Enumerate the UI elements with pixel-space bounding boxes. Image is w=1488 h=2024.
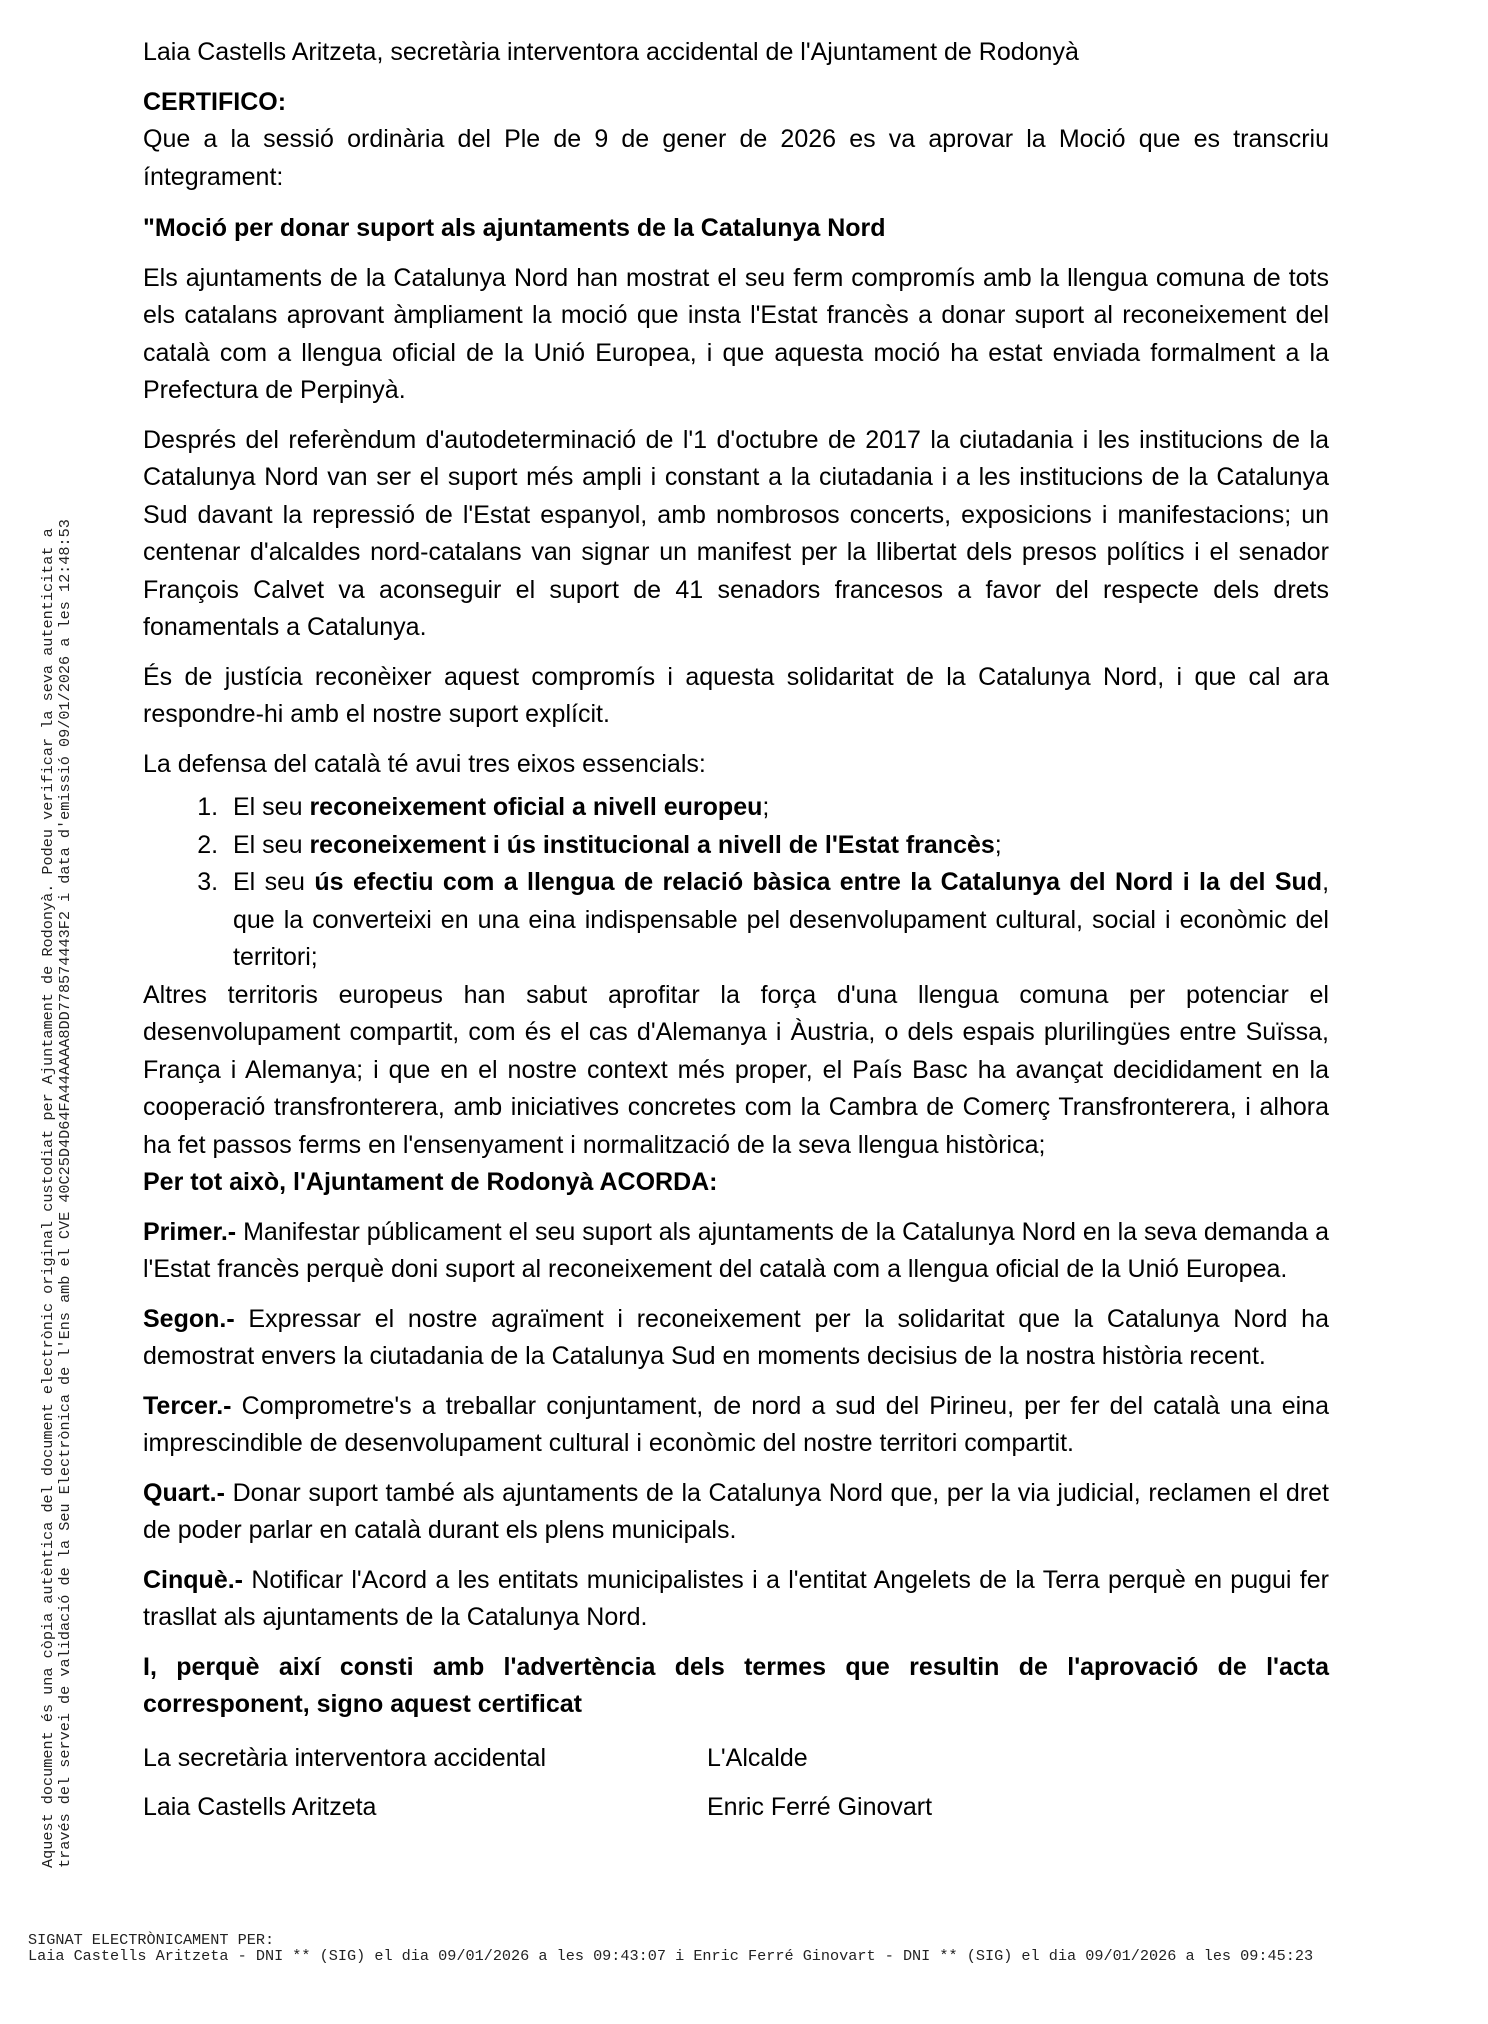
signature-names xyxy=(143,1789,1329,1827)
axis-item: 1. El seu reconeixement oficial a nivell europeu; xyxy=(225,789,1329,827)
motion-title: "Moció per donar suport als ajuntaments de la Catalunya Nord xyxy=(143,214,886,242)
electronic-signature-footer xyxy=(28,1932,1313,1964)
agreement-heading: Per tot això, l'Ajuntament de Rodonyà ACORDA: xyxy=(143,1168,718,1196)
mayor-name: Enric Ferré Ginovart xyxy=(707,1793,933,1821)
agreement-item: Quart.- Donar suport també als ajuntaments de la Catalunya Nord que, per la via judicial, reclamen el dret de poder parlar en català durant els plens municipals. xyxy=(143,1478,1329,1544)
axes-intro: La defensa del català té avui tres eixos essencials: xyxy=(143,749,706,778)
axis-item: 3. El seu ús efectiu com a llengua de relació bàsica entre la Catalunya del Nord i la del Sud, que la converteixi en una eina indispensable pel desenvolupament cultural, social i econòmic del territori; xyxy=(225,864,1329,977)
footer-signers: Laia Castells Aritzeta - DNI ** (SIG) el dia 09/01/2026 a les 09:43:07 i Enric Ferré Ginovart - DNI ** (SIG) el dia 09/01/2026 a les 09:45:23 xyxy=(28,1947,1314,1965)
motion-paragraph: És de justícia reconèixer aquest compromís i aquesta solidaritat de la Catalunya Nord, i que cal ara respondre-hi amb el nostre suport explícit. xyxy=(143,662,1329,728)
mayor-role: L'Alcalde xyxy=(707,1743,808,1772)
agreement-item: Segon.- Expressar el nostre agraïment i reconeixement per la solidaritat que la Catalunya Nord ha demostrat envers la ciutadania de la Catalunya Sud en moments decisius de la nostra història recent. xyxy=(143,1304,1329,1370)
intro-paragraph: Que a la sessió ordinària del Ple de 9 de gener de 2026 es va aprovar la Moció que es transcriu íntegrament: xyxy=(143,125,1329,191)
secretary-role: La secretària interventora accidental xyxy=(143,1743,547,1772)
agreement-item: Cinquè.- Notificar l'Acord a les entitats municipalistes i a l'entitat Angelets de la Terra perquè en pugui fer trasllat als ajuntaments de la Catalunya Nord. xyxy=(143,1565,1329,1631)
agreement-item: Primer.- Manifestar públicament el seu suport als ajuntaments de la Catalunya Nord en la seva demanda a l'Estat francès perquè doni suport al reconeixement del català com a llengua oficial de la Unió Europea. xyxy=(143,1217,1329,1283)
motion-paragraph: Després del referèndum d'autodeterminació de l'1 d'octubre de 2017 la ciutadania i les institucions de la Catalunya Nord van ser el suport més ampli i constant a la ciutadania i a les institucions de la Catalunya Sud davant la repressió de l'Estat espanyol, amb nombrosos concerts, exposicions i manifestacions; un centenar d'alcaldes nord-catalans van signar un manifest per la llibertat dels presos polítics i el senador François Calvet va aconseguir el suport de 41 senadors francesos a favor del respecte dels drets fonamentals a Catalunya. xyxy=(143,425,1329,641)
axis-item: 2. El seu reconeixement i ús institucional a nivell de l'Estat francès; xyxy=(225,827,1329,865)
issuer-line: Laia Castells Aritzeta, secretària interventora accidental de l'Ajuntament de Rodonyà xyxy=(143,38,1079,66)
authenticity-side-note: Aquest document és una còpia autèntica del document electrònic original custodiat per Ajuntament de Rodonyà. Podeu verificar la seva autenticitat a través del servei de validació de la Seu Electrònica de l'Ens amb el CVE 40C25D4D64FA44AAAA8DD778574443F2 i data d'emissió 09/01/2026 a les 12:48:53 xyxy=(39,519,74,1868)
closing-paragraph: Altres territoris europeus han sabut aprofitar la força d'una llengua comuna per potenciar el desenvolupament compartit, com és el cas d'Alemanya i Àustria, o dels espais plurilingües entre Suïssa, França i Alemanya; i que en el nostre context més proper, el País Basc ha avançat decididament en la cooperació transfronterera, amb iniciatives concretes com la Cambra de Comerç Transfronterera, i alhora ha fet passos ferms en l'ensenyament i normalització de la seva llengua històrica; xyxy=(143,980,1329,1159)
certificate-document xyxy=(143,34,1329,1827)
signature-roles xyxy=(143,1740,1329,1778)
certification-closing: I, perquè així consti amb l'advertència dels termes que resultin de l'aprovació de l'acta corresponent, signo aquest certificat xyxy=(143,1652,1329,1718)
certifico-heading: CERTIFICO: xyxy=(143,87,287,116)
secretary-name: Laia Castells Aritzeta xyxy=(143,1793,377,1821)
motion-paragraph: Els ajuntaments de la Catalunya Nord han mostrat el seu ferm compromís amb la llengua comuna de tots els catalans aprovant àmpliament la moció que insta l'Estat francès a donar suport al reconeixement del català com a llengua oficial de la Unió Europea, i que aquesta moció ha estat enviada formalment a la Prefectura de Perpinyà. xyxy=(143,263,1329,404)
agreement-item: Tercer.- Comprometre's a treballar conjuntament, de nord a sud del Pirineu, per fer del català una eina imprescindible de desenvolupament cultural i econòmic del nostre territori compartit. xyxy=(143,1391,1329,1457)
footer-label: SIGNAT ELECTRÒNICAMENT PER: xyxy=(28,1931,275,1949)
axes-list xyxy=(143,789,1329,977)
